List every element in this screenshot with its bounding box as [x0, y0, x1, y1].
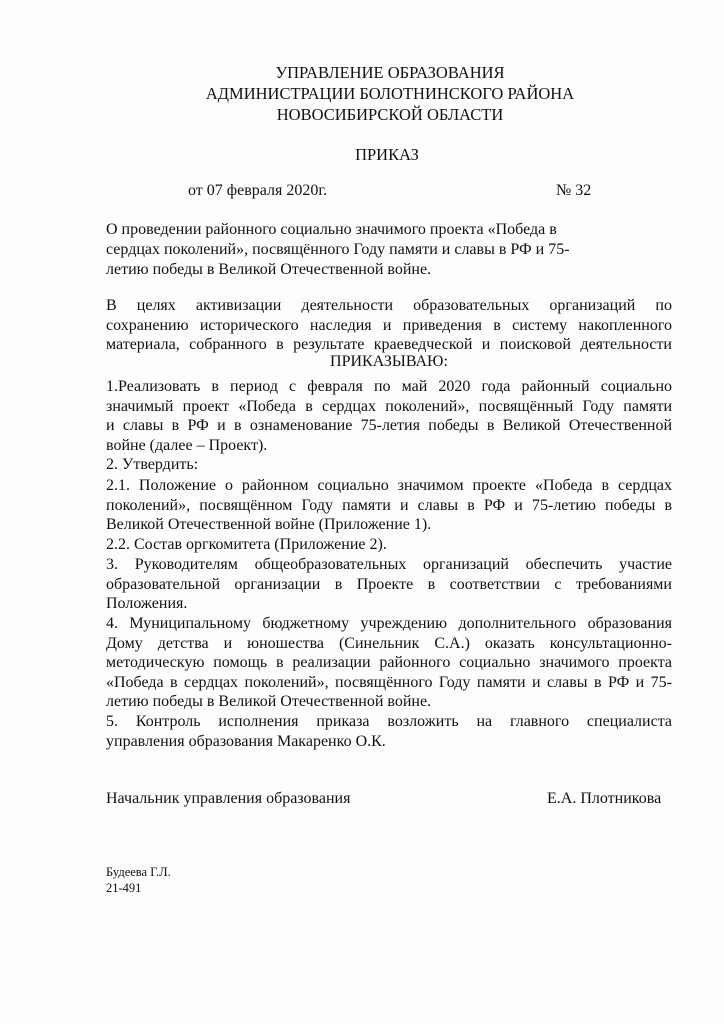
org-header-line-1: УПРАВЛЕНИЕ ОБРАЗОВАНИЯ	[275, 63, 505, 82]
order-number: № 32	[556, 182, 592, 199]
subject-line: О проведении районного социально значимого проекта «Победа в	[106, 221, 557, 238]
executor-phone: 21-491	[106, 881, 142, 895]
order-word: ПРИКАЗЫВАЮ:	[330, 352, 448, 370]
item-line: образовательной организации в Проекте в соответствии с требованиями	[106, 575, 672, 593]
item-line: летию победы в Великой Отечественной войне.	[106, 693, 432, 711]
preamble-line: сохранению исторического наследия и приведения в систему накопленного	[106, 316, 672, 334]
item-line: 2.1. Положение о районном социально значимом проекте «Победа в сердцах	[106, 477, 672, 494]
item-3	[106, 555, 672, 614]
item-line: Положения.	[106, 595, 188, 613]
item-2-1	[106, 476, 672, 554]
item-line: 5. Контроль исполнения приказа возложить на главного специалиста	[106, 713, 672, 730]
subject-line: летию победы в Великой Отечественной войне.	[106, 261, 432, 278]
preamble-line: В целях активизации деятельности образовательных организаций по	[106, 297, 672, 314]
item-line: Великой Отечественной войне (Приложение 1).	[106, 516, 432, 534]
signature-position: Начальник управления образования	[106, 790, 351, 807]
item-4	[106, 614, 672, 712]
item-1	[106, 377, 672, 475]
subject-line: сердцах поколений», посвящённого Году памяти и славы в РФ и 75-	[106, 241, 570, 258]
order-subject	[106, 220, 626, 280]
item-2-2: 2.2. Состав оргкомитета (Приложение 2).	[106, 535, 387, 553]
org-header	[0, 62, 724, 125]
executor-name: Будеева Г.Л.	[106, 865, 171, 879]
org-header-line-3: НОВОСИБИРСКОЙ ОБЛАСТИ	[276, 105, 504, 124]
item-line: «Победа в сердцах поколений», посвящённого Году памяти и славы в РФ и 75-	[106, 673, 672, 691]
org-header-line-2: АДМИНИСТРАЦИИ БОЛОТНИНСКОГО РАЙОНА	[205, 84, 575, 103]
document-title: ПРИКАЗ	[355, 145, 419, 164]
item-line: управления образования Макаренко О.К.	[106, 732, 386, 750]
signature-name: Е.А. Плотникова	[547, 790, 662, 807]
item-line: 3. Руководителям общеобразовательных организаций обеспечить участие	[106, 556, 672, 573]
item-line: методическую помощь в реализации районного социально значимого проекта	[106, 654, 672, 672]
item-line: 1.Реализовать в период с февраля по май 2020 года районный социально	[106, 378, 672, 395]
item-line: поколений», посвящённом Году памяти и славы в РФ и 75-летию победы в	[106, 496, 672, 514]
item-line: Дому детства и юношества (Синельник С.А.) оказать консультационно-	[106, 634, 672, 652]
item-line: 4. Муниципальному бюджетному учреждению дополнительного образования	[106, 615, 672, 632]
item-line: значимый проект «Победа в сердцах поколений», посвящённый Году памяти	[106, 397, 672, 415]
item-line: войне (далее – Проект).	[106, 436, 268, 454]
preamble	[106, 296, 672, 371]
order-date: от 07 февраля 2020г.	[188, 182, 328, 199]
item-5	[106, 712, 672, 751]
executor-info	[106, 864, 171, 896]
preamble-line: материала, собранного в результате краеведческой и поисковой деятельности	[106, 336, 672, 354]
item-line: и славы в РФ и в ознаменование 75-летия победы в Великой Отечественной	[106, 417, 672, 435]
item-2: 2. Утвердить:	[106, 456, 199, 474]
